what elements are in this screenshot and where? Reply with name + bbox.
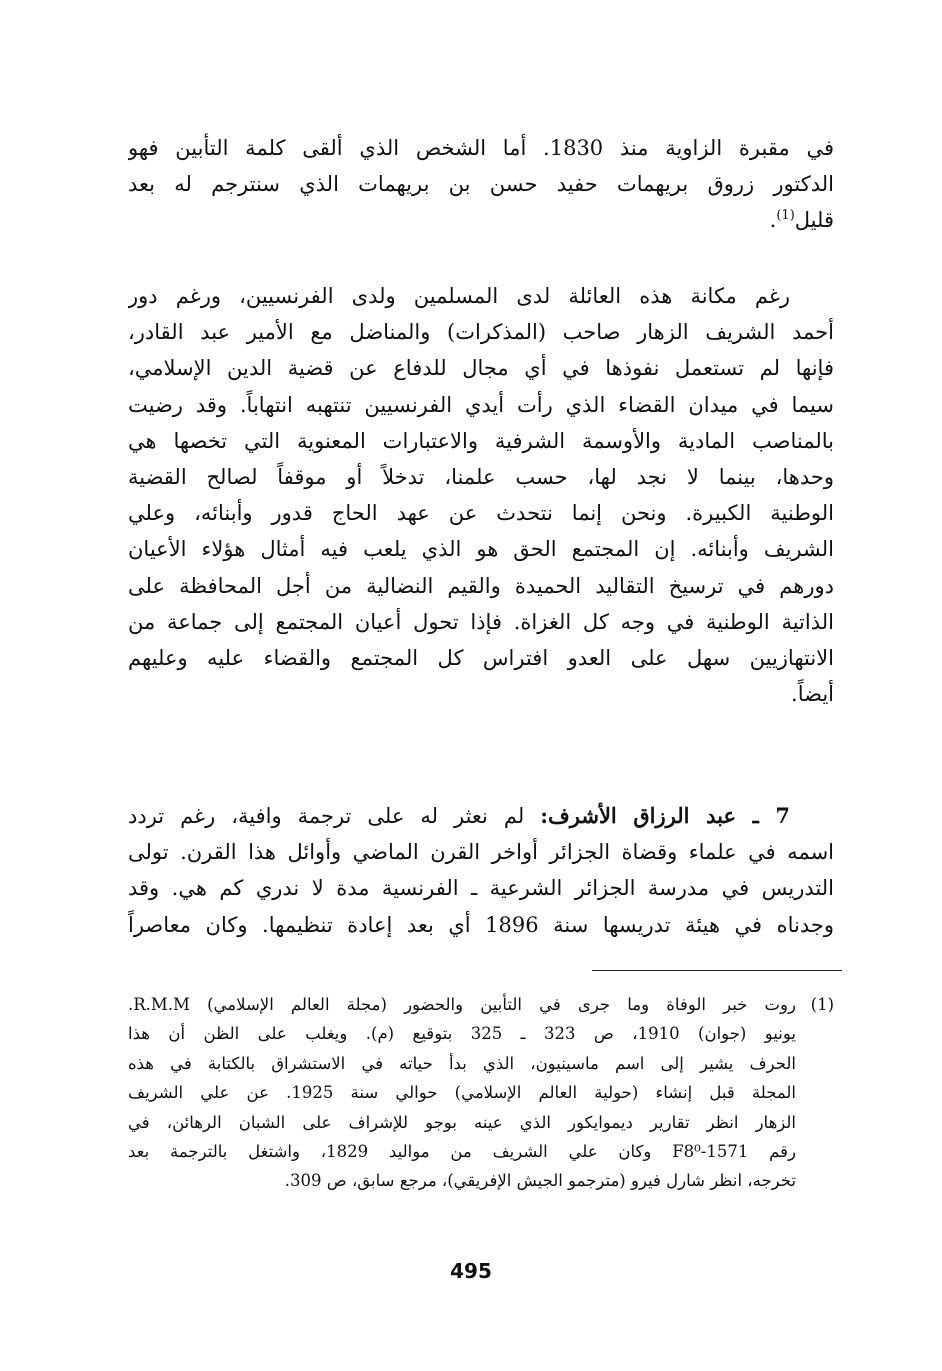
- text-line: سيما في ميدان القضاء الذي رأت أيدي الفرنسيين تنتهبه انتهاباً. وقد رضيت: [128, 392, 834, 417]
- text-line: التدريس في مدرسة الجزائر الشرعية ـ الفرنسية مدة لا ندري كم هي. وقد: [128, 876, 834, 901]
- footnote-line: رقم F8⁰-1571 وكان علي الشريف من مواليد 1829، واشتغل بالترجمة بعد: [128, 1142, 796, 1162]
- text-line: دورهم في ترسيخ التقاليد الحميدة والقيم النضالية من أجل المحافظة على: [128, 573, 834, 598]
- text-line: أحمد الشريف الزهار صاحب (المذكرات) والمناضل مع الأمير عبد القادر،: [128, 320, 834, 345]
- footnote-separator: [592, 970, 842, 971]
- section-heading: 7 ـ عبد الرزاق الأشرف:: [540, 803, 790, 828]
- footnote-line: يونيو (جوان) 1910، ص 323 ـ 325 بتوقيع (م). ويغلب على الظن أن هذا: [128, 1024, 796, 1044]
- text-line: اسمه في علماء وقضاة الجزائر أواخر القرن الماضي وأوائل هذا القرن. تولى: [128, 840, 834, 865]
- footnote-line: المجلة قبل إنشاء (حولية العالم الإسلامي) حوالي سنة 1925. عن علي الشريف: [128, 1083, 796, 1103]
- text-line: الانتهازيين سهل على العدو افتراس كل المجتمع والقضاء عليه وعليهم: [128, 646, 834, 671]
- footnote-line: [128, 990, 834, 1019]
- paragraph-1: [128, 130, 834, 239]
- footnote-line: الحرف يشير إلى اسم ماسينيون، الذي بدأ حياته في الاستشراق بالكتابة في هذه: [128, 1053, 796, 1073]
- paragraph-2: [128, 278, 834, 712]
- text-line: وحدها، بينما لا نجد لها، حسب علمنا، تدخلاً أو موقفاً لصالح القضية: [128, 465, 834, 490]
- text-fragment: لم نعثر له على ترجمة وافية، رغم تردد: [128, 804, 541, 828]
- text-line: الذاتية الوطنية في وجه كل الغزاة. فإذا تحول أعيان المجتمع إلى جماعة من: [128, 609, 834, 634]
- text-line: [128, 798, 834, 834]
- text-line: أيضاً.: [791, 682, 834, 707]
- text-line: في مقبرة الزاوية منذ 1830. أما الشخص الذي ألقى كلمة التأبين فهو: [128, 136, 834, 160]
- text-line: وجدناه في هيئة تدريسها سنة 1896 أي بعد إعادة تنظيمها. وكان معاصراً: [128, 912, 834, 937]
- text-fragment: قليل: [794, 208, 834, 233]
- footnote-number: (1): [810, 995, 834, 1014]
- footnote-line: تخرجه، انظر شارل فيرو (مترجمو الجيش الإفريقي)، مرجع سابق، ص 309.: [284, 1171, 796, 1191]
- text-line: [128, 202, 834, 238]
- text-line: الدكتور زروق بريهمات حفيد حسن بن بريهمات الذي سنترجم له بعد: [128, 172, 834, 197]
- page-number: 495: [450, 1259, 492, 1283]
- footnotes: [128, 990, 834, 1196]
- text-line: رغم مكانة هذه العائلة لدى المسلمين ولدى الفرنسيين، ورغم دور: [128, 284, 790, 308]
- text-line: الوطنية الكبيرة. ونحن إنما نتحدث عن عهد الحاج قدور وأبنائه، وعلي: [128, 501, 834, 526]
- text-line: الشريف وأبنائه. إن المجتمع الحق هو الذي يلعب فيه أمثال هؤلاء الأعيان: [128, 537, 834, 562]
- text-line: فإنها لم تستعمل نفوذها في أي مجال للدفاع عن قضية الدين الإسلامي،: [128, 356, 834, 381]
- text-fragment: روت خبر الوفاة وما جرى في التأبين والحضور (مجلة العالم الإسلامي) R.M.M.: [128, 995, 796, 1014]
- text-line: بالمناصب المادية والأوسمة الشرفية والاعتبارات المعنوية التي تخصها هي: [128, 428, 834, 453]
- text-fragment: .: [769, 208, 777, 233]
- paragraph-3: [128, 798, 834, 943]
- footnote-reference: (1): [776, 208, 795, 224]
- footnote-line: الزهار انظر تقارير ديموايكور الذي عينه بوجو للإشراف على الشبان الرهائن، في: [128, 1112, 796, 1132]
